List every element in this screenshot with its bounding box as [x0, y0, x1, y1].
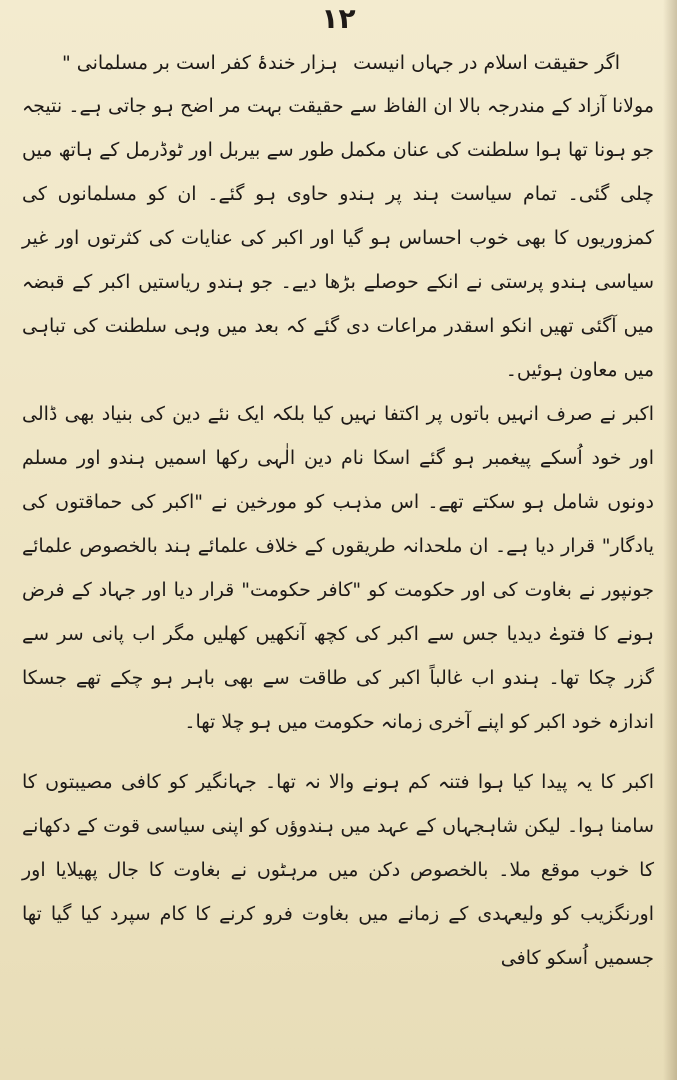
page-edge-shadow [663, 0, 677, 1080]
couplet-first-hemistich: اگر حقیقت اسلام در جہاں انیست [353, 52, 620, 74]
paragraph-2: اکبر نے صرف انہیں باتوں پر اکتفا نہیں کیا بلکہ ایک نئے دین کی بنیاد بھی ڈالی اور خود اُسکے پیغمبر ہو گئے اسکا نام دین الٰہی رکھا اسمیں ہندو اور مسلم دونوں شامل ہو سکتے تھے۔ اس مذہب کو مورخین نے "اکبر کی حماقتوں کی یادگار" قرار دیا ہے۔ ان ملحدانہ طریقوں کے خلاف علمائے ہند بالخصوص علمائے جونپور نے بغاوت کی اور حکومت کو "کافر حکومت" قرار دیا اور جہاد کے فرض ہونے کا فتوےٰ دیدیا جس سے اکبر کی کچھ آنکھیں کھلیں مگر اب پانی سر سے گزر چکا تھا۔ ہندو اب غالباً اکبر کی طاقت سے بھی باہر ہو چکے تھے جسکا اندازہ خود اکبر کو اپنے آخری زمانہ حکومت میں ہو چلا تھا۔ [22, 403, 654, 733]
paragraph-3: اکبر کا یہ پیدا کیا ہوا فتنہ کم ہونے والا نہ تھا۔ جہانگیر کو کافی مصیبتوں کا سامنا ہوا۔ لیکن شاہجہاں کے عہد میں ہندوؤں کو اپنی سیاسی قوت کے دکھانے کا خوب موقع ملا۔ بالخصوص دکن میں مرہٹوں نے بغاوت کا جال پھیلایا اور اورنگزیب کو ولیعہدی کے زمانے میں بغاوت فرو کرنے کا کام سپرد کیا گیا تھا جسمیں اُسکو کافی [22, 771, 654, 969]
body-text [22, 42, 654, 980]
persian-couplet [22, 42, 654, 84]
paragraph-1: مولانا آزاد کے مندرجہ بالا ان الفاظ سے حقیقت بہت مر اضح ہو جاتی ہے۔ نتیجہ جو ہونا تھا ہوا سلطنت کی عنان مکمل طور سے بیربل اور ٹوڈرمل کے ہاتھ میں چلی گئی۔ تمام سیاست ہند پر ہندو حاوی ہو گئے۔ ان کو مسلمانوں کی کمزوریوں کا بھی خوب احساس ہو گیا اور اکبر کی عنایات کی کثرتوں اور غیر سیاسی ہندو پرستی نے انکے حوصلے بڑھا دیے۔ جو ہندو ریاستیں اکبر کے قبضہ میں آگئی تھیں انکو اسقدر مراعات دی گئے کہ بعد میں وہی سلطنت کی تباہی میں معاون ہوئیں۔ [22, 95, 654, 381]
couplet-second-hemistich: ہزار خندۂ کفر است بر مسلمانی " [62, 52, 338, 74]
page-number: ۱۲ [321, 2, 356, 35]
